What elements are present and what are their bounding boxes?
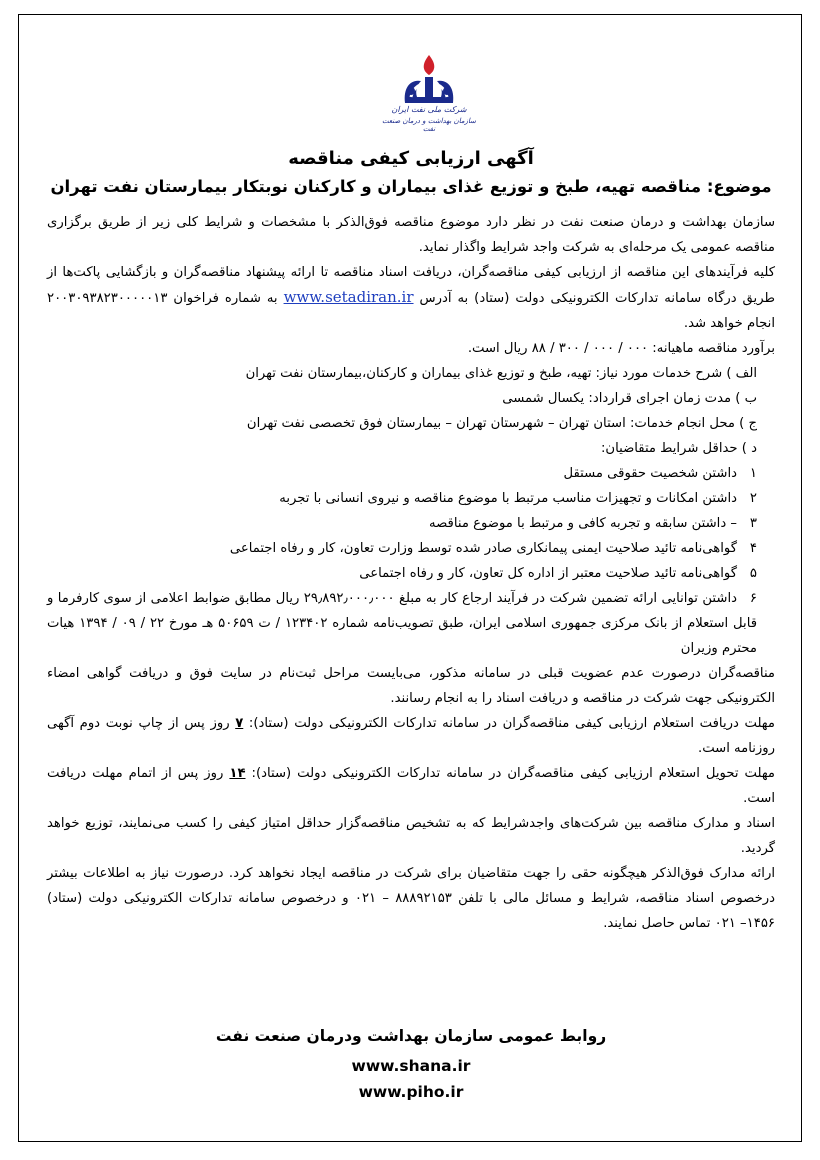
process-text-start: کلیه فرآیندهای این مناقصه از ارزیابی کیفی مناقصه‌گران، دریافت اسناد مناقصه تا ارائه پیشنهاد مناقصه‌گران و بازگشایی پاکت‌ها از طریق درگاه سامانه تدارکات الکترونیکی دولت (ستاد) به آدرس xyxy=(47,265,775,306)
logo-company-caption: شرکت ملی نفت ایران xyxy=(391,105,467,114)
receive-deadline-paragraph: مهلت دریافت استعلام ارزیابی کیفی مناقصه‌گران در سامانه تدارکات الکترونیکی دولت (ستاد): ۷ روز پس از چاپ نوبت دوم آگهی روزنامه است. xyxy=(47,716,775,756)
distribution-paragraph: اسناد و مدارک مناقصه بین شرکت‌های واجدشرایط که به تشخیص مناقصه‌گزار حداقل امتیاز کیفی را کسب می‌نمایند، توزیع خواهد گردید. xyxy=(47,816,775,856)
flame-emblem-icon xyxy=(381,53,477,107)
nioc-logo xyxy=(381,53,477,141)
process-text-end: به شماره فراخوان ۲۰۰۳۰۹۳۸۲۳۰۰۰۰۰۱۳ انجام خواهد شد. xyxy=(47,291,775,331)
item-jim: ج ) محل انجام خدمات: استان تهران – شهرستان تهران – بیمارستان فوق تخصصی نفت تهران xyxy=(246,416,757,431)
submit-days: ۱۴ xyxy=(229,766,246,781)
condition-item: ۲داشتن امکانات و تجهیزات مناسب مرتبط با موضوع مناقصه و نیروی انسانی با تجربه xyxy=(279,491,757,506)
logo-org-caption: سازمان بهداشت و درمان صنعت نفت xyxy=(381,117,477,133)
announcement-title: آگهی ارزیابی کیفی مناقصه xyxy=(288,148,534,169)
process-paragraph xyxy=(47,260,775,336)
conditions-list xyxy=(47,461,775,661)
intro-paragraph: سازمان بهداشت و درمان صنعت نفت در نظر دارد موضوع مناقصه فوق‌الذکر با مشخصات و شرایط کلی زیر از طریق برگزاری مناقصه عمومی یک مرحله‌ای به شرکت واجد شرایط واگذار نماید. xyxy=(47,215,775,255)
closing-paragraph: ارائه مدارک فوق‌الذکر هیچگونه حقی را جهت متقاضیان برای شرکت در مناقصه ایجاد نخواهد کرد. درصورت نیاز به اطلاعات بیشتر درخصوص اسناد مناقصه، شرایط و مسائل مالی با تلفن ۸۸۸۹۲۱۵۳ – ۰۲۱ و درخصوص سامانه تدارکات الکترونیکی دولت (ستاد) ۱۴۵۶– ۰۲۱ تماس حاصل نمایند. xyxy=(47,866,775,931)
item-dal: د ) حداقل شرایط متقاضیان: xyxy=(600,441,757,456)
shana-link[interactable]: www.shana.ir xyxy=(351,1057,471,1075)
tender-subject: موضوع: مناقصه تهیه، طبخ و توزیع غذای بیماران و کارکنان نوبتکار بیمارستان نفت تهران xyxy=(50,177,772,196)
footer-department: روابط عمومی سازمان بهداشت ودرمان صنعت نفت xyxy=(215,1027,607,1045)
condition-item: ۴گواهی‌نامه تائید صلاحیت ایمنی پیمانکاری صادر شده توسط وزارت تعاون، کار و رفاه اجتماعی xyxy=(229,541,757,556)
announcement-body xyxy=(47,210,775,936)
estimate-line: برآورد مناقصه ماهیانه: ۰۰۰ / ۰۰۰ / ۳۰۰ / ۸۸ ریال است. xyxy=(467,341,775,356)
membership-paragraph: مناقصه‌گران درصورت عدم عضویت قبلی در سامانه مذکور، می‌بایست مراحل ثبت‌نام در سایت فوق و دریافت گواهی امضاء الکترونیکی جهت شرکت در مناقصه و دریافت اسناد را به انجام رسانند. xyxy=(47,666,775,706)
announcement-page xyxy=(18,14,802,1142)
piho-link[interactable]: www.piho.ir xyxy=(358,1083,464,1101)
item-be: ب ) مدت زمان اجرای قرارداد: یکسال شمسی xyxy=(502,391,757,406)
setadiran-link[interactable]: www.setadiran.ir xyxy=(283,288,414,306)
condition-item: ۶داشتن توانایی ارائه تضمین شرکت در فرآیند ارجاع کار به مبلغ ۲۹٫۸۹۲٫۰۰۰٫۰۰۰ ریال مطابق ضوابط اعلامی از سوی کارفرما و قابل استعلام از بانک مرکزی جمهوری اسلامی ایران، طبق تصویب‌نامه شماره ۱۲۳۴۰۲ / ت ۵۰۶۵۹ هـ مورخ ۲۲ / ۰۹ / ۱۳۹۴ هیات محترم وزیران xyxy=(47,591,758,656)
receive-days: ۷ xyxy=(235,716,244,731)
submit-deadline-paragraph: مهلت تحویل استعلام ارزیابی کیفی مناقصه‌گران در سامانه تدارکات الکترونیکی دولت (ستاد): ۱۴ روز پس از اتمام مهلت دریافت است. xyxy=(47,766,775,806)
condition-item: ۵گواهی‌نامه تائید صلاحیت معتبر از اداره کل تعاون، کار و رفاه اجتماعی xyxy=(359,566,757,581)
condition-item: ۱داشتن شخصیت حقوقی مستقل xyxy=(563,466,757,481)
condition-item: ۳– داشتن سابقه و تجربه کافی و مرتبط با موضوع مناقصه xyxy=(429,516,757,531)
item-alef: الف ) شرح خدمات مورد نیاز: تهیه، طبخ و توزیع غذای بیماران و کارکنان،بیمارستان نفت تهران xyxy=(245,366,757,381)
